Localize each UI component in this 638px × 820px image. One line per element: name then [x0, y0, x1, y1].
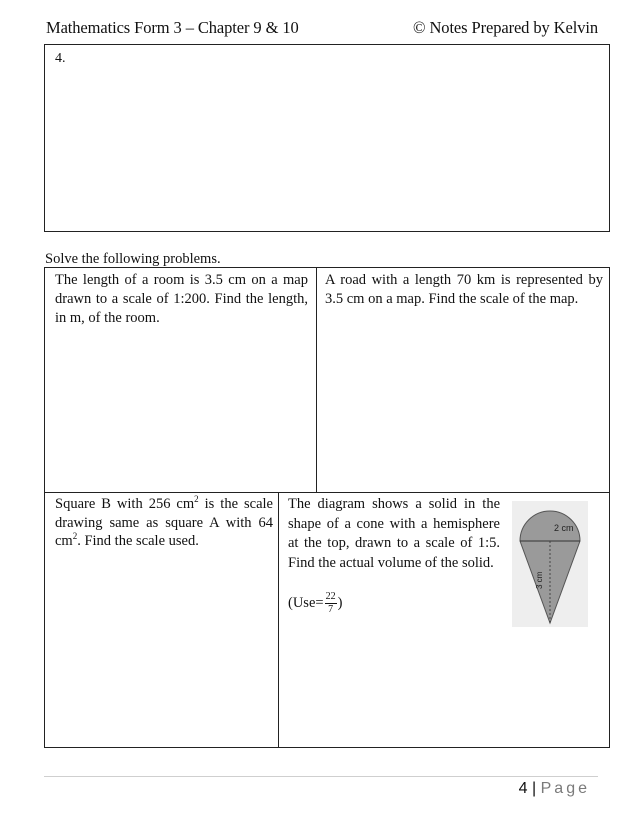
- use-prefix: (Use=: [288, 595, 324, 611]
- problem-cone-volume: The diagram shows a solid in the shape of a cone with a hemisphere at the top, drawn to a scale of 1:5. Find the actual volume of the solid.: [288, 496, 500, 571]
- q3-text-2: is the scale drawing same as square A with 64 cm: [55, 496, 273, 549]
- q3-text-3: . Find the scale used.: [77, 533, 199, 549]
- cone-hemisphere-diagram: [512, 501, 588, 627]
- page-word: Page: [540, 780, 590, 797]
- fraction-denominator: 7: [328, 604, 334, 615]
- q3-text-1: Square B with 256 cm: [55, 496, 195, 512]
- divider-vertical-bottom: [278, 492, 279, 748]
- q3-sup-2: 2: [72, 531, 78, 542]
- page-number: 4: [518, 780, 528, 797]
- problems-grid: [44, 267, 610, 748]
- diameter-label: 2 cm: [554, 523, 574, 533]
- page-footer: [519, 780, 590, 798]
- header-author: © Notes Prepared by Kelvin: [413, 18, 598, 37]
- divider-vertical-top: [316, 268, 317, 492]
- use-suffix: ): [337, 595, 343, 611]
- q3-sup-1: 2: [194, 494, 199, 505]
- answer-box-4: [44, 44, 610, 232]
- question-number: 4.: [55, 51, 66, 66]
- divider-horizontal: [45, 492, 609, 493]
- header-title: Mathematics Form 3 – Chapter 9 & 10: [46, 18, 299, 37]
- footer-separator: |: [531, 780, 537, 797]
- footer-divider: [44, 776, 598, 777]
- problem-road-scale: A road with a length 70 km is represented by 3.5 cm on a map. Find the scale of the map.: [325, 272, 603, 307]
- problem-room-length: The length of a room is 3.5 cm on a map drawn to a scale of 1:200. Find the length, in m, of the room.: [55, 272, 308, 326]
- fraction-numerator: 22: [325, 591, 336, 602]
- use-pi-note: [288, 592, 342, 615]
- problem-square-scale: [55, 495, 273, 551]
- instructions-text: Solve the following problems.: [45, 251, 221, 267]
- pi-fraction: [325, 592, 337, 615]
- page-header: [46, 18, 598, 40]
- height-label: 3 cm: [535, 571, 544, 589]
